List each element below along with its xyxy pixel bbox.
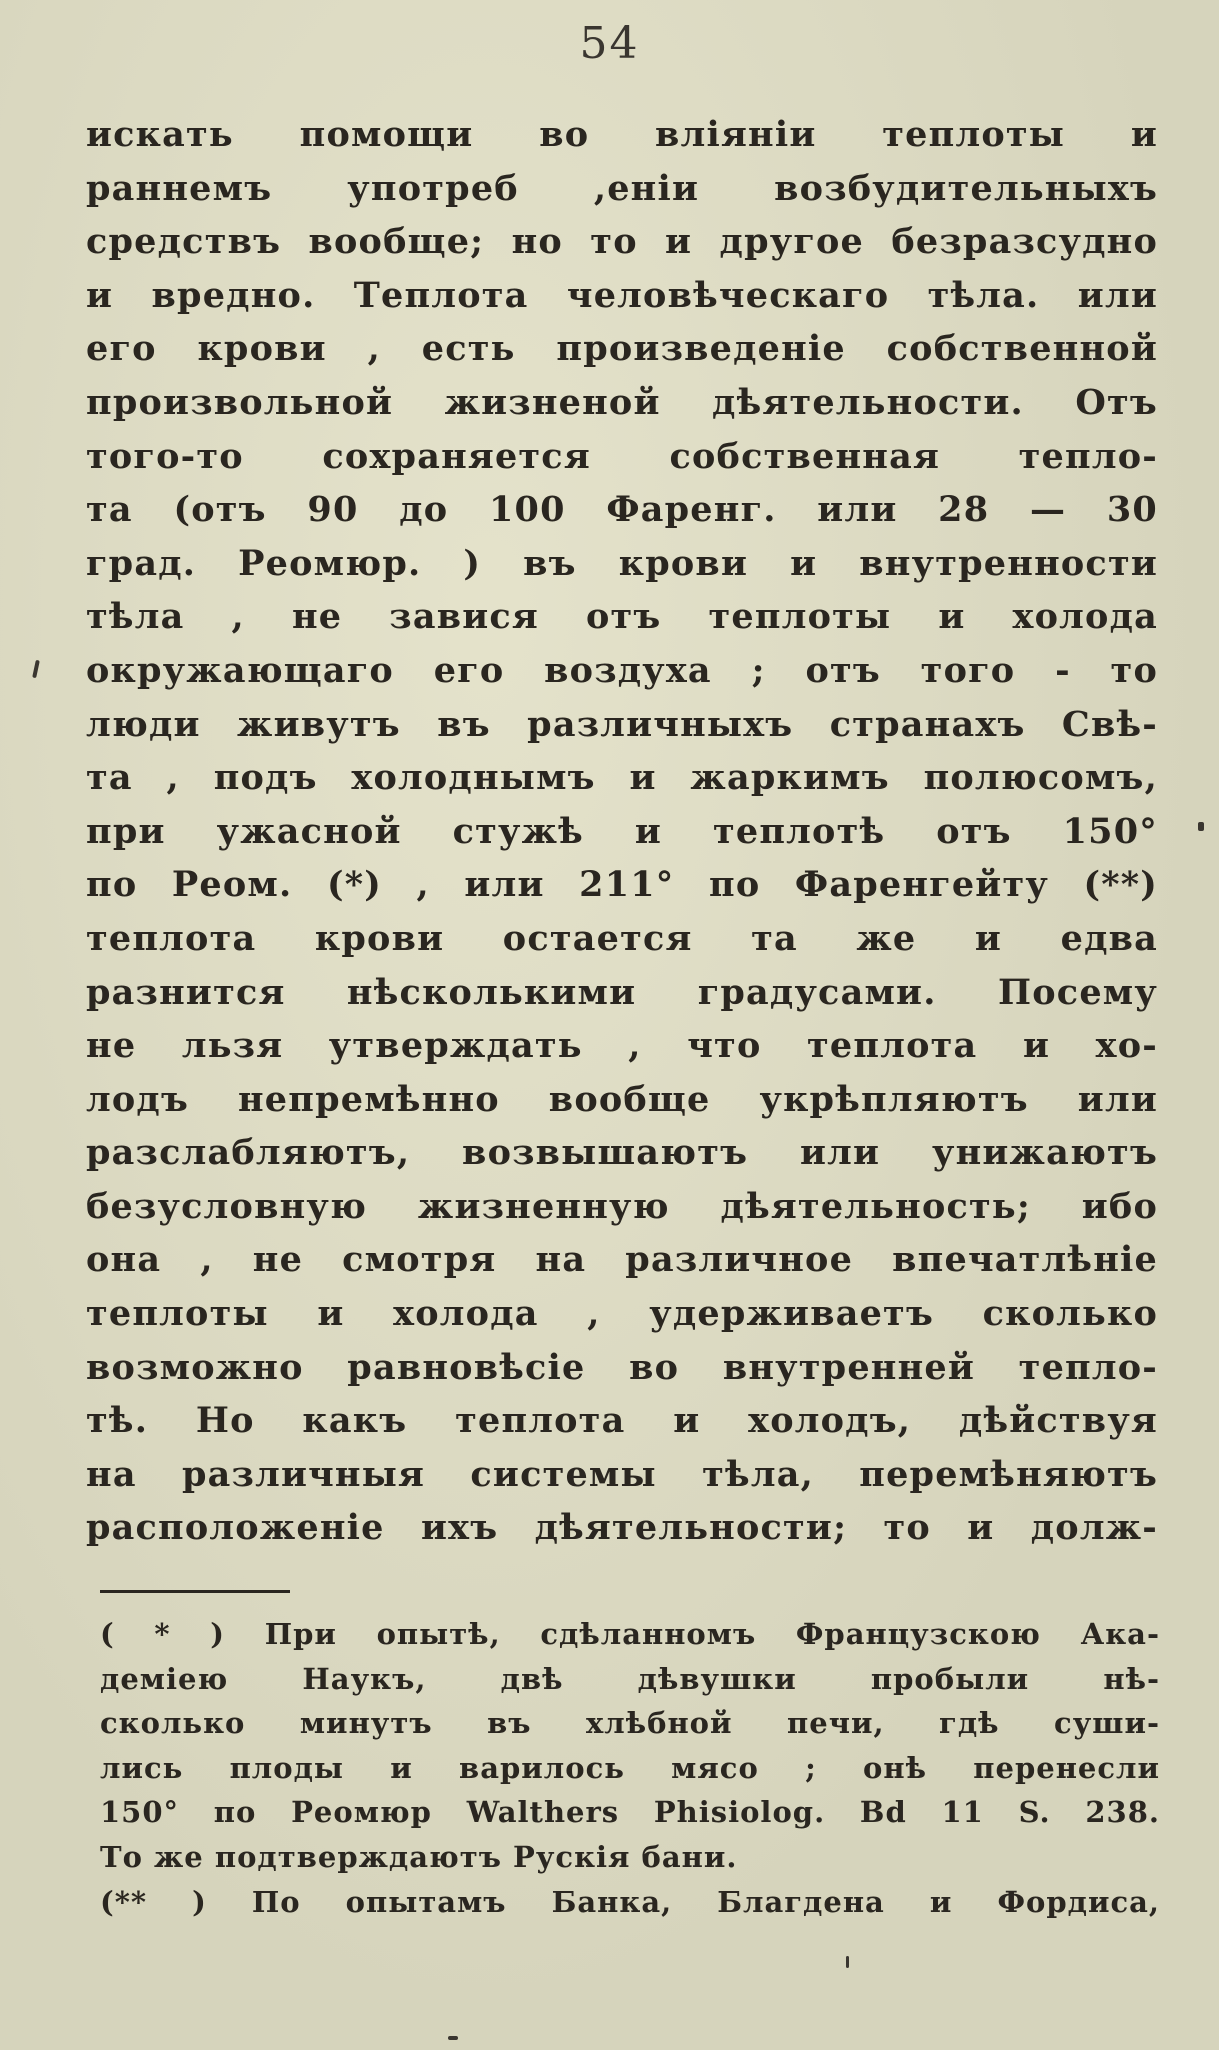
footnote-line: То же подтверждаютъ Рускiя бани. <box>100 1839 738 1874</box>
text-line: его крови , есть произведенiе собственной <box>86 328 1158 370</box>
text-line: она , не смотря на различное впечатлѣнiе <box>86 1239 1158 1281</box>
text-line: разнится нѣсколькими градусами. Посему <box>86 971 1158 1013</box>
text-line: люди живутъ въ различныхъ странахъ Свѣ- <box>86 703 1158 745</box>
text-line: та , подъ холоднымъ и жаркимъ полюсомъ, <box>86 757 1158 799</box>
text-line: возможно равновѣсiе во внутренней тепло- <box>86 1346 1158 1388</box>
text-line: разслабляютъ, возвышаютъ или унижаютъ <box>86 1132 1158 1174</box>
footnote-line: демiею Наукъ, двѣ дѣвушки пробыли нѣ- <box>100 1661 1160 1696</box>
main-text <box>86 108 1158 1568</box>
text-line: не льзя утверждать , что теплота и хо- <box>86 1025 1158 1067</box>
footnote-divider <box>100 1590 290 1593</box>
text-line: искать помощи во влiянiи теплоты и <box>86 114 1158 155</box>
margin-speck <box>448 2036 458 2040</box>
text-line: та (отъ 90 до 100 Фаренг. или 28 — 30 <box>86 489 1158 531</box>
footnotes <box>100 1612 1160 1924</box>
text-line: средствъ вообще; но то и другое безразсудно <box>86 221 1158 263</box>
text-line: расположенiе ихъ дѣятельности; то и долж- <box>86 1507 1158 1549</box>
footnote-line: 150° по Реомюр Walthers Phisiolog. Bd 11 S. 238. <box>100 1795 1160 1830</box>
footnote-line: ( * ) При опытѣ, сдѣланномъ Французскою Ака- <box>100 1617 1160 1651</box>
text-line: безусловную жизненную дѣятельность; ибо <box>86 1185 1158 1227</box>
text-line: окружающаго его воздуха ; отъ того - то <box>86 649 1158 691</box>
text-line: тѣла , не завися отъ теплоты и холода <box>86 596 1158 638</box>
text-line: по Реом. (*) , или 211° по Фаренгейту (**) <box>86 864 1158 906</box>
text-line: теплоты и холода , удерживаетъ сколько <box>86 1293 1158 1335</box>
text-line: того-то сохраняется собственная тепло- <box>86 435 1158 477</box>
text-line: и вредно. Теплота человѣческаго тѣла. или <box>86 274 1158 316</box>
text-line: на различныя системы тѣла, перемѣняютъ <box>86 1453 1158 1495</box>
text-line: тѣ. Но какъ теплота и холодъ, дѣйствуя <box>86 1400 1158 1442</box>
margin-speck <box>32 660 40 678</box>
text-line: произвольной жизненой дѣятельности. Отъ <box>86 381 1158 423</box>
text-line: теплота крови остается та же и едва <box>86 917 1158 959</box>
footnote-line: лись плоды и варилось мясо ; онѣ перенесли <box>100 1750 1160 1785</box>
footnote-line: (** ) По опытамъ Банка, Благдена и Фордиса, <box>100 1884 1160 1919</box>
margin-speck <box>1198 822 1204 831</box>
text-line: град. Реомюр. ) въ крови и внутренности <box>86 542 1158 584</box>
text-line: раннемъ употреб ,енiи возбудительныхъ <box>86 167 1158 209</box>
margin-speck <box>846 1956 849 1968</box>
text-line: лодъ непремѣнно вообще укрѣпляютъ или <box>86 1078 1158 1120</box>
text-line: при ужасной стужѣ и теплотѣ отъ 150° <box>86 810 1158 852</box>
page-number: 54 <box>579 18 640 69</box>
footnote-line: сколько минутъ въ хлѣбной печи, гдѣ суши- <box>100 1706 1160 1741</box>
